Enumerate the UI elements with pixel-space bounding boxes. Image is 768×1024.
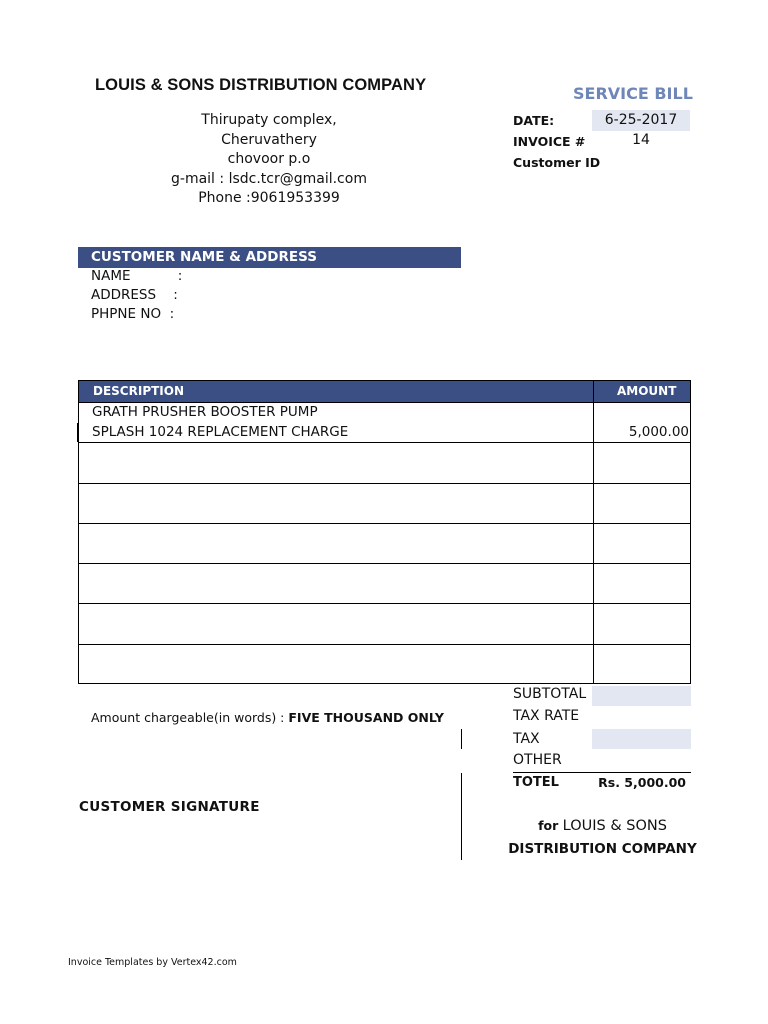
total-divider	[513, 772, 691, 773]
row-divider	[79, 603, 690, 604]
customer-id-label: Customer ID	[513, 155, 601, 170]
for-company-line1	[500, 818, 705, 834]
row-divider	[79, 523, 690, 524]
row-divider	[79, 563, 690, 564]
customer-signature-label: CUSTOMER SIGNATURE	[79, 799, 260, 815]
total-label: TOTEL	[513, 775, 559, 790]
column-divider	[593, 381, 594, 683]
address-line: Cheruvathery	[221, 131, 317, 148]
tax-rate-value[interactable]	[592, 708, 691, 728]
table-header	[79, 381, 690, 402]
other-value[interactable]	[592, 751, 691, 771]
amount-header: AMOUNT	[617, 384, 677, 398]
subtotal-value[interactable]	[592, 686, 691, 706]
item-amount[interactable]: 5,000.00	[628, 424, 689, 440]
company-address	[120, 111, 418, 209]
customer-id-value[interactable]	[592, 151, 690, 172]
amount-words-value: FIVE THOUSAND ONLY	[288, 710, 444, 725]
for-company-name: LOUIS & SONS	[562, 818, 667, 834]
items-table	[78, 380, 691, 684]
for-company-line2: DISTRIBUTION COMPANY	[508, 841, 697, 857]
customer-name-label: NAME :	[91, 268, 183, 284]
item-description-line2[interactable]: SPLASH 1024 REPLACEMENT CHARGE	[92, 424, 349, 440]
date-value[interactable]: 6-25-2017	[592, 110, 690, 131]
customer-phone-label: PHPNE NO :	[91, 306, 175, 322]
amount-words-label: Amount chargeable(in words) :	[91, 710, 289, 725]
row-divider	[79, 483, 690, 484]
header-divider	[79, 402, 690, 403]
tax-value[interactable]	[592, 729, 691, 749]
total-value[interactable]: Rs. 5,000.00	[598, 775, 686, 790]
row-divider	[79, 644, 690, 645]
for-prefix: for	[538, 818, 563, 833]
tax-label: TAX	[513, 731, 540, 747]
address-phone: Phone :9061953399	[198, 190, 340, 206]
row-divider	[79, 442, 690, 443]
customer-address-label: ADDRESS :	[91, 287, 178, 303]
date-label: DATE:	[513, 113, 555, 128]
customer-section-title: CUSTOMER NAME & ADDRESS	[78, 247, 461, 268]
signature-divider	[461, 729, 462, 749]
address-line: chovoor p.o	[227, 151, 311, 167]
address-email: g-mail : lsdc.tcr@gmail.com	[171, 170, 367, 187]
template-credit: Invoice Templates by Vertex42.com	[68, 957, 237, 968]
company-name: LOUIS & SONS DISTRIBUTION COMPANY	[95, 76, 427, 94]
description-header: DESCRIPTION	[93, 384, 185, 398]
amount-in-words	[91, 710, 444, 725]
invoice-label: INVOICE #	[513, 134, 586, 149]
invoice-value[interactable]: 14	[632, 132, 650, 148]
text-cursor	[77, 423, 78, 442]
signature-divider	[461, 773, 462, 860]
item-description-line1[interactable]: GRATH PRUSHER BOOSTER PUMP	[92, 404, 318, 420]
other-label: OTHER	[513, 752, 562, 768]
document-title: SERVICE BILL	[573, 84, 693, 103]
tax-rate-label: TAX RATE	[513, 708, 580, 724]
address-line: Thirupaty complex,	[201, 112, 337, 128]
subtotal-label: SUBTOTAL	[513, 686, 587, 702]
